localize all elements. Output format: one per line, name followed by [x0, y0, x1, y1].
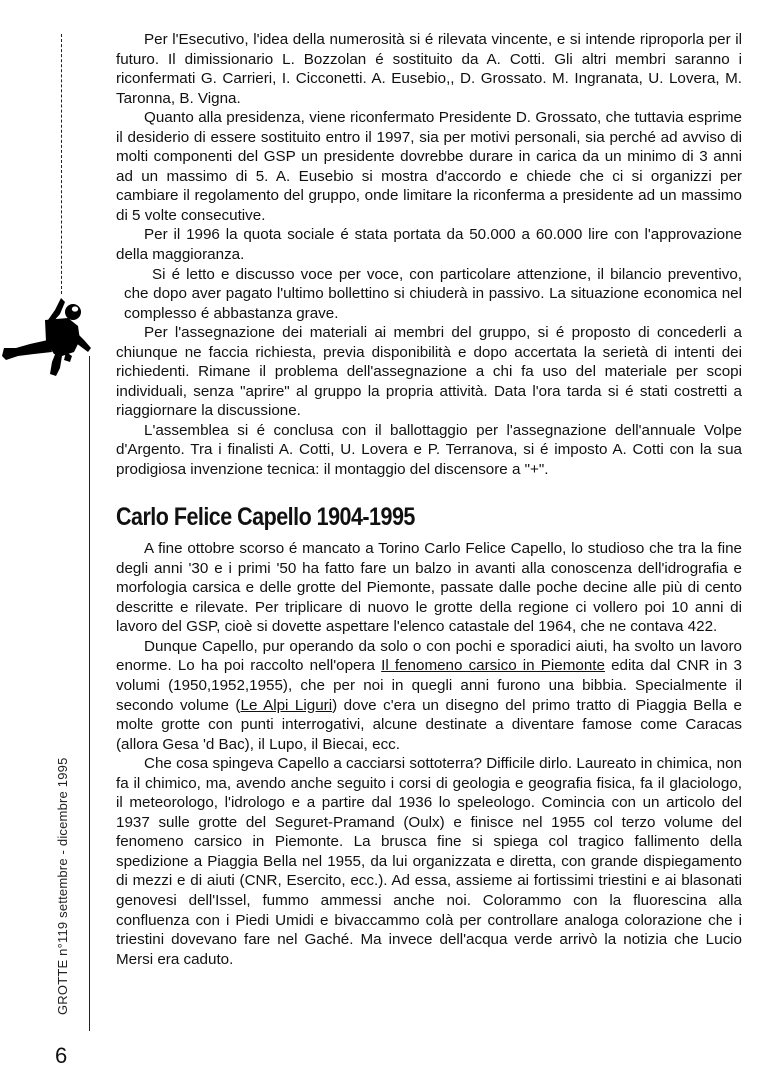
paragraph-materials: Per l'assegnazione dei materiali ai membri del gruppo, si é proposto di concederli a chiunque ne faccia richiesta, previa disponibilità e dopo accertata la serietà di intenti dei richiedenti. Rimane il problema dell'assegnazione a chi fa uso del materiale per scopi individuali, senza "aprire" al gruppo la propria attività. Data l'ora tarda si é stati costretti a riaggiornare la discussione.: [116, 324, 742, 420]
rope-line-lower: [89, 356, 90, 1031]
paragraph-volpe-argento: L'assemblea si é conclusa con il ballottaggio per l'assegnazione dell'annuale Volpe d'Argento. Tra i finalisti A. Cotti, U. Lovera e P. Terranova, si é imposto A. Cotti con la sua prodigiosa invenzione tecnica: il montaggio del discensore a "+".: [116, 421, 742, 479]
section-heading-capello: Carlo Felice Capello 1904-1995: [116, 502, 415, 531]
book-title-fenomeno-carsico: Il fenomeno carsico in Piemonte: [381, 657, 605, 675]
text-run: edita dal CNR in 3 volumi (1950,1952,1955), che per noi in quegli anni furono una bibbia. Specialmente il secondo volume (: [116, 657, 742, 714]
paragraph-presidency: Quanto alla presidenza, viene riconfermato Presidente D. Grossato, che tuttavia esprime il desiderio di essere sostituito entro il 1997, sia per motivi personali, sia perché ad avviso di molti componenti del GSP un presidente dovrebbe durare in carica da un minimo di 3 anni ad un massimo di 5. A. Eusebio si mostra d'accordo e chiede che ci si organizzi per cambiare il regolamento del gruppo, onde limitare la riconferma a presidente ad un massimo di 5 volte consecutive.: [116, 109, 742, 224]
paragraph-capello-intro: A fine ottobre scorso é mancato a Torino Carlo Felice Capello, lo studioso che tra la fine degli anni '30 e i primi '50 ha fatto fare un balzo in avanti alla conoscenza dell'idrografia e morfologia carsica e delle grotte del Piemonte, passate dalle poche decine alle più di cento descritte e rilevate. Per triplicare di nuovo le grotte della regione ci vollero poi 10 anni di lavoro del GSP, cioè si dovette aspettare l'elenco catastale del 1964, che ne contava 422.: [116, 540, 742, 636]
paragraph-membership-fee: Per il 1996 la quota sociale é stata portata da 50.000 a 60.000 lire con l'approvazione della maggioranza.: [116, 226, 742, 264]
climber-on-rope-icon: [0, 296, 95, 376]
text-run: ) dove c'era un disegno del primo tratto di Piaggia Bella e molte grotte con punti interrogativi, alcune destinate a diventare famose come Caracas (allora Gesa 'd Bac), il Lupo, il Biecai, ecc.: [116, 696, 742, 753]
paragraph-capello-motivation: Che cosa spingeva Capello a cacciarsi sottoterra? Difficile dirlo. Laureato in chimica, non fa il chimico, ma, avendo anche seguito i corsi di geologia e geografia fisica, fa il glaciologo, il meteorologo, l'idrologo e a partire dal 1936 lo speleologo. Comincia con un articolo del 1937 sulle grotte del Seguret-Pramand (Oulx) e finisce nel 1955 col terzo volume del fenomeno carsico in Piemonte. La brusca fine si spiega col tragico fallimento della spedizione a Piaggia Bella nel 1955, da lui organizzata e diretta, con grande dispiegamento di mezzi e di aiuti (CNR, Esercito, ecc.). Ad essa, assieme ai fortissimi triestini e ai blasonati genovesi dell'Issel, fummo ammessi anche noi. Colorammo con la fluorescina alla confluenza con i Piedi Umidi e bivaccammo colà per controllare analoga colorazione che i triestini dovevano fare nel Gaché. Ma invece dell'acqua verde arrivò la notizia che Lucio Mersi era caduto.: [116, 755, 742, 968]
rope-line-upper: [61, 34, 62, 294]
journal-issue-footer: GROTTE n°119 settembre - dicembre 1995: [55, 757, 70, 1015]
book-title-alpi-liguri: Le Alpi Liguri: [240, 696, 333, 714]
article-text-column: [116, 30, 742, 969]
paragraph-capello-work: [116, 637, 742, 754]
paragraph-executive: Per l'Esecutivo, l'idea della numerosità si é rilevata vincente, e si intende riproporla per il futuro. Il dimissionario L. Bozzolan é sostituito da A. Cotti. Gli altri membri saranno i riconfermati G. Carrieri, I. Cicconetti. A. Eusebio,, D. Grossato. M. Ingranata, U. Lovera, M. Taronna, B. Vigna.: [116, 31, 742, 107]
text-run: Dunque Capello, pur operando da solo o con pochi e sporadici aiuti, ha svolto un lavoro enorme. Lo ha poi raccolto nell'opera: [116, 637, 742, 675]
page-number: 6: [55, 1043, 68, 1068]
paragraph-budget: Si é letto e discusso voce per voce, con particolare attenzione, il bilancio preventivo, che dopo aver pagato l'ultimo bollettino si chiuderà in passivo. La situazione economica nel complesso é abbastanza grave.: [124, 265, 742, 322]
